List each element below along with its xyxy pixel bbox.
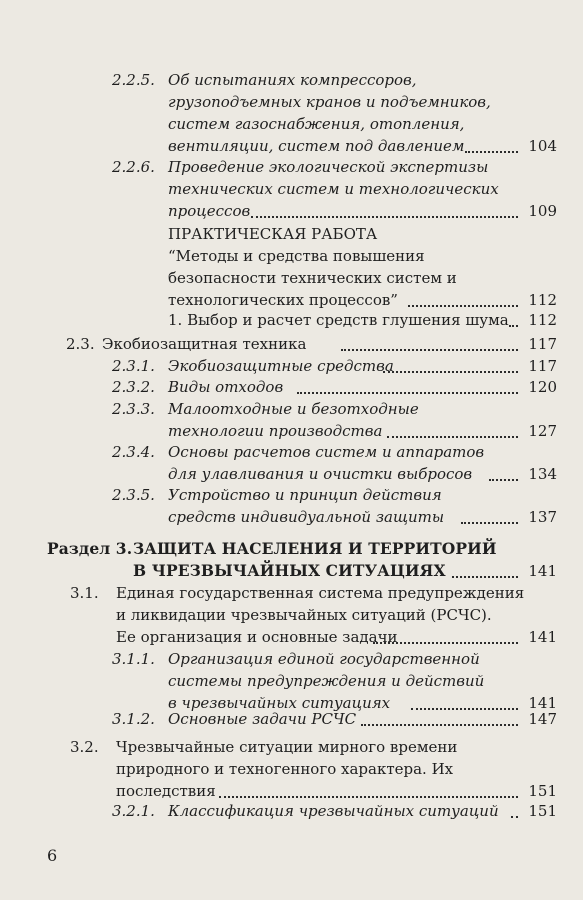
entry-title-line: грузоподъемных кранов и подъемников, bbox=[168, 93, 491, 111]
toc-entry-2-2-5[interactable] bbox=[112, 69, 557, 157]
entry-page: 109 bbox=[528, 202, 557, 220]
entry-page: 117 bbox=[528, 357, 557, 375]
entry-page: 134 bbox=[528, 465, 557, 483]
toc-entry-3-2-1[interactable] bbox=[112, 800, 557, 822]
toc-entry-2-3-5[interactable] bbox=[112, 484, 557, 528]
section-number: Раздел 3. bbox=[47, 539, 133, 558]
entry-page: 104 bbox=[528, 137, 557, 155]
entry-number: 2.2.6. bbox=[112, 158, 155, 176]
entry-page: 120 bbox=[528, 378, 557, 396]
dot-leader bbox=[373, 626, 518, 644]
dot-leader bbox=[489, 463, 518, 481]
dot-leader bbox=[219, 780, 518, 798]
dot-leader bbox=[511, 800, 518, 818]
entry-title-line: и ликвидации чрезвычайных ситуаций (РСЧС). bbox=[116, 606, 492, 624]
entry-title-line: в чрезвычайных ситуациях bbox=[168, 694, 391, 712]
entry-title-line: технологии производства bbox=[168, 422, 383, 440]
entry-title-line: последствия bbox=[116, 782, 216, 800]
entry-number: 2.3.2. bbox=[112, 378, 155, 396]
entry-title-line: Виды отходов bbox=[168, 378, 284, 396]
entry-page: 112 bbox=[528, 311, 557, 329]
dot-leader bbox=[408, 289, 518, 307]
practical-work-title[interactable] bbox=[168, 245, 557, 311]
entry-title-line: Об испытаниях компрессоров, bbox=[168, 71, 417, 89]
entry-title-line: вентиляции, систем под давлением bbox=[168, 137, 465, 155]
entry-number: 2.2.5. bbox=[112, 71, 155, 89]
dot-leader bbox=[341, 333, 518, 351]
toc-entry-3-2[interactable] bbox=[70, 736, 557, 802]
entry-number: 3.1.2. bbox=[112, 710, 155, 728]
entry-title-line: технологических процессов” bbox=[168, 291, 398, 309]
entry-page: 112 bbox=[528, 291, 557, 309]
entry-title-line: Экобиозащитная техника bbox=[102, 335, 307, 353]
entry-page: 141 bbox=[528, 694, 557, 712]
toc-entry-2-3-3[interactable] bbox=[112, 398, 557, 442]
entry-title-line: систем газоснабжения, отопления, bbox=[168, 115, 465, 133]
entry-title-line: системы предупреждения и действий bbox=[168, 672, 485, 690]
entry-number: 3.1.1. bbox=[112, 650, 155, 668]
dot-leader bbox=[509, 309, 518, 327]
entry-title-line: Малоотходные и безотходные bbox=[168, 400, 419, 418]
entry-title-line: Основные задачи РСЧС bbox=[168, 710, 357, 728]
dot-leader bbox=[383, 355, 518, 373]
entry-title-line: Единая государственная система предупреждения bbox=[116, 584, 525, 602]
section-title-line: ЗАЩИТА НАСЕЛЕНИЯ И ТЕРРИТОРИЙ bbox=[133, 539, 497, 558]
entry-number: 2.3.4. bbox=[112, 443, 155, 461]
entry-number: 3.2.1. bbox=[112, 802, 155, 820]
toc-entry-3-1[interactable] bbox=[70, 582, 557, 648]
entry-title-line: процессов bbox=[168, 202, 251, 220]
entry-title-line: 1. Выбор и расчет средств глушения шума bbox=[168, 311, 509, 329]
dot-leader bbox=[251, 200, 518, 218]
practical-work-heading[interactable] bbox=[168, 223, 557, 245]
entry-title-line: Ее организация и основные задачи bbox=[116, 628, 398, 646]
entry-title-line: средств индивидуальной защиты bbox=[168, 508, 445, 526]
dot-leader bbox=[452, 560, 518, 578]
entry-title-line: безопасности технических систем и bbox=[168, 269, 457, 287]
entry-page: 151 bbox=[528, 802, 557, 820]
dot-leader bbox=[297, 376, 518, 394]
entry-title-line: Организация единой государственной bbox=[168, 650, 480, 668]
entry-page: 141 bbox=[528, 562, 557, 580]
entry-title-line: для улавливания и очистки выбросов bbox=[168, 465, 473, 483]
page-number: 6 bbox=[47, 846, 58, 865]
toc-section-3[interactable] bbox=[47, 538, 557, 582]
toc-entry-2-3-4[interactable] bbox=[112, 441, 557, 485]
toc-entry-2-2-6[interactable] bbox=[112, 156, 557, 222]
entry-number: 3.1. bbox=[70, 584, 99, 602]
entry-page: 147 bbox=[528, 710, 557, 728]
entry-page: 141 bbox=[528, 628, 557, 646]
toc-entry-3-1-2[interactable] bbox=[112, 708, 557, 730]
entry-title-line: ПРАКТИЧЕСКАЯ РАБОТА bbox=[168, 225, 378, 243]
entry-title-line: Классификация чрезвычайных ситуаций bbox=[168, 802, 499, 820]
toc-entry-2-3-1[interactable] bbox=[112, 355, 557, 377]
dot-leader bbox=[461, 506, 518, 524]
entry-title-line: технических систем и технологических bbox=[168, 180, 499, 198]
section-title-line: В ЧРЕЗВЫЧАЙНЫХ СИТУАЦИЯХ bbox=[133, 561, 446, 580]
entry-title-line: Основы расчетов систем и аппаратов bbox=[168, 443, 485, 461]
entry-title-line: Проведение экологической экспертизы bbox=[168, 158, 489, 176]
entry-number: 3.2. bbox=[70, 738, 99, 756]
entry-title-line: природного и техногенного характера. Их bbox=[116, 760, 454, 778]
practical-work-item-1[interactable] bbox=[168, 309, 557, 331]
entry-number: 2.3.5. bbox=[112, 486, 155, 504]
entry-page: 127 bbox=[528, 422, 557, 440]
entry-title-line: Чрезвычайные ситуации мирного времени bbox=[116, 738, 458, 756]
toc-entry-3-1-1[interactable] bbox=[112, 648, 557, 714]
entry-number: 2.3. bbox=[66, 335, 95, 353]
toc-entry-2-3-2[interactable] bbox=[112, 376, 557, 398]
dot-leader bbox=[361, 708, 518, 726]
dot-leader bbox=[387, 420, 518, 438]
entry-number: 2.3.3. bbox=[112, 400, 155, 418]
entry-title-line: Устройство и принцип действия bbox=[168, 486, 442, 504]
entry-title-line: Экобиозащитные средства bbox=[168, 357, 394, 375]
entry-page: 151 bbox=[528, 782, 557, 800]
entry-number: 2.3.1. bbox=[112, 357, 155, 375]
toc-entry-2-3[interactable] bbox=[66, 333, 557, 355]
entry-page: 117 bbox=[528, 335, 557, 353]
entry-title-line: “Методы и средства повышения bbox=[168, 247, 425, 265]
entry-page: 137 bbox=[528, 508, 557, 526]
dot-leader bbox=[465, 135, 518, 153]
